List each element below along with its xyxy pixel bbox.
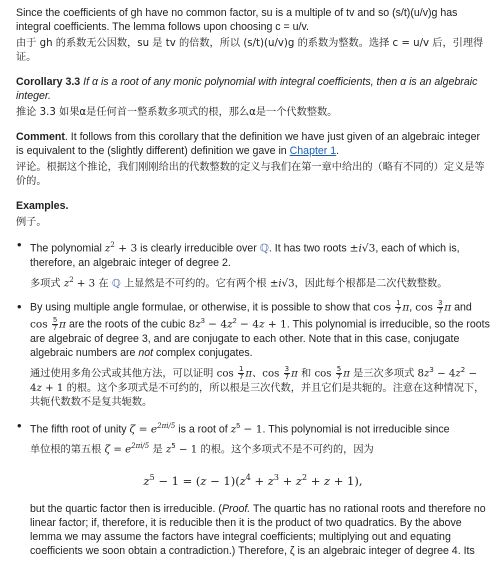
corollary-statement: If α is a root of any monic polynomial with integral coefficients, then α is an algebraic integer.	[16, 76, 478, 102]
intro-en: Since the coefficients of gh have no common factor, su is a multiple of tv and so (s/t)(u/v)g has integral coefficients. The lemma follows upon choosing c = u/v.	[16, 7, 458, 33]
example-item-1: • The polynomial $z^2 + 3$ is clearly irreducible over ℚ. It has two roots ±i√3, each of which is, therefore, an algebraic integer of degree 2. 多项式 $z^2 + 3$ 在 ℚ 上显然是不可约的。它有两个根 ±i√3，因此每个根都是二次代数整数。	[16, 238, 490, 291]
corollary-en	[16, 75, 490, 103]
intro-paragraph	[16, 6, 490, 65]
chapter-1-link[interactable]: Chapter 1	[289, 145, 337, 157]
final-paragraph: but the quartic factor then is irreducible. (Proof. The quartic has no rational roots and therefore no linear factor; if, therefore, it is reducible then it is the product of two quadratics. By the above lemma we may assume the factors have integral coefficients; multiplying out and equating coefficients we soon obtain a contradiction.) Therefore, ζ is an algebraic integer of degree 4. Its	[30, 503, 486, 558]
examples-section	[16, 199, 490, 558]
comment-zh: 评论。根据这个推论，我们刚刚给出的代数整数的定义与我们在第一章中给出的（略有不同的）定义是等价的。	[16, 162, 485, 187]
corollary-label: Corollary 3.3	[16, 76, 81, 88]
intro-zh: 由于 gh 的系数无公因数，su 是 tv 的倍数，所以 (s/t)(u/v)g 的系数为整数。选择 c = u/v 后，引理得证。	[16, 38, 484, 63]
comment-text: . It follows from this corollary that the definition we have just given of an algebraic integer is equivalent to the (slightly different) definition we gave in	[16, 131, 480, 157]
corollary-zh: 推论 3.3 如果α是任何首一整系数多项式的根，那么α是一个代数整数。	[16, 107, 338, 118]
comment-end: .	[336, 145, 340, 157]
examples-heading: Examples.	[16, 200, 69, 212]
examples-zh: 例子。	[16, 217, 47, 228]
example-item-3: • The fifth root of unity $\zeta = e^{2\pi i/5}$ is a root of $z^5 - 1$. This polynomial is not irreducible since 单位根的第五根 $\zeta = e^{2\pi i/5}$ 是 $z^5 - 1$ 的根。这个多项式不是不可约的，因为	[16, 419, 490, 458]
comment-label: Comment	[16, 131, 65, 143]
example-item-2: • By using multiple angle formulae, or otherwise, it is possible to show that cos $\frac{1}{7}$ π, cos $\frac{3}{7}$ π and cos $\frac{5}{7}$ π are the roots of the cubic $8z^3 - 4z^2 - 4z + 1$. This polynomial is irreducible, so the roots are algebraic of degree 3, and are conjugate to each other. Note that in this case, conjugate algebraic numbers are not complex conjugates. 通过使用多角公式或其他方法，可以证明 cos $\frac{1}{7}$ π、cos $\frac{3}{7}$ π 和 cos $\frac{5}{7}$ π 是三次多项式 $8z^3 - 4z^2 - 4z + 1$ 的根。这个多项式是不可约的，所以根是三次代数，并且它们是共轭的。注意在这种情况下，共轭代数数不是复共轭数。	[16, 300, 490, 410]
factorization-equation: $z^5 - 1 = (z - 1)(z^4 + z^3 + z^2 + z + 1)$,	[143, 473, 363, 489]
examples-list	[16, 238, 490, 457]
comment-en	[16, 130, 490, 158]
corollary-block	[16, 75, 490, 120]
comment-block	[16, 130, 490, 189]
